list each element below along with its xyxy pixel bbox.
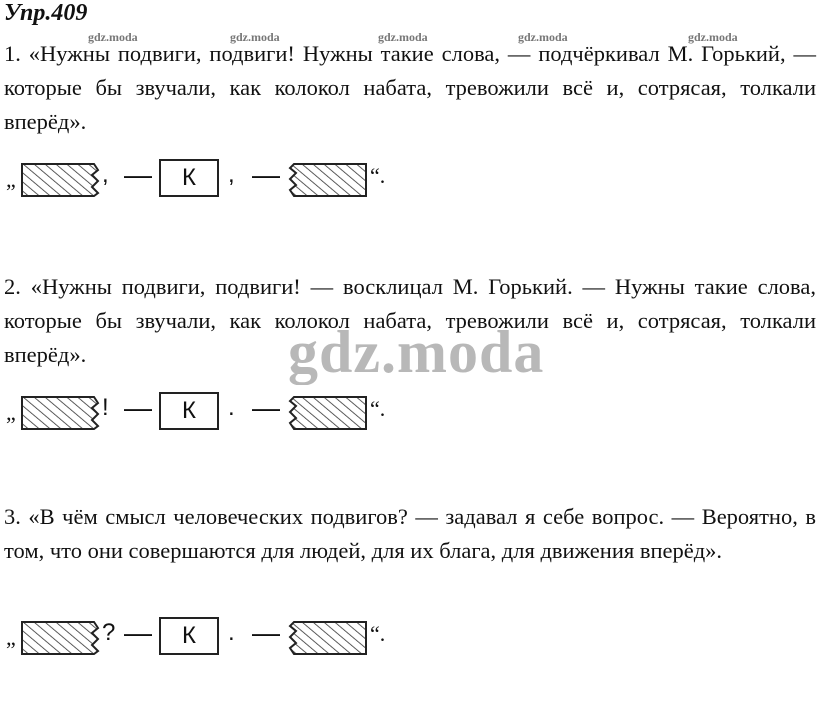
watermark-large: gdz.moda [288,319,545,385]
dash: — [252,392,280,423]
hatched-box-quote [20,162,100,198]
scheme-3 [6,615,386,661]
quote-close: “. [370,163,386,188]
dash: — [124,392,152,423]
sentence-2: 2. «Нужны подвиги, подвиги! — восклицал М. Горький. — Нужны такие слова, которые бы звучали, как колокол набата, тревожили всё и, сотрясая, толкали вперёд». [4,274,816,367]
author-words-letter: К [182,164,196,191]
watermark-small: gdz.moda [88,30,138,44]
watermark-small: gdz.moda [688,30,738,44]
watermark-small: gdz.moda [378,30,428,44]
dash: — [252,617,280,648]
sentence-3: 3. «В чём смысл человеческих подвигов? — задавал я себе вопрос. — Вероятно, в том, что они совершаются для людей, для их блага, для движения вперёд». [4,504,816,563]
quote-close: “. [370,621,386,646]
dash: — [124,159,152,190]
author-words-box [159,159,219,197]
watermark-small: gdz.moda [518,30,568,44]
punctuation-mark: ! [102,394,109,421]
dash: — [252,159,280,190]
hatched-box-quote [288,162,368,198]
punctuation-mark: . [228,619,235,646]
sentence-1: 1. «Нужны подвиги, подвиги! Нужны такие слова, — подчёркивал М. Горький, — которые бы звучали, как колокол набата, тревожили всё и, сотрясая, толкали вперёд». [4,41,816,134]
author-words-box [159,392,219,430]
hatched-box-quote [288,395,368,431]
watermark-small: gdz.moda [230,30,280,44]
quote-open: „ [6,167,16,192]
quote-close: “. [370,396,386,421]
author-words-box [159,617,219,655]
quote-open: „ [6,400,16,425]
author-words-letter: К [182,622,196,649]
punctuation-mark: , [102,161,109,188]
hatched-box-quote [20,395,100,431]
punctuation-mark: , [228,161,235,188]
dash: — [124,617,152,648]
hatched-box-quote [20,620,100,656]
quote-open: „ [6,625,16,650]
scheme-2 [6,390,386,436]
author-words-letter: К [182,397,196,424]
hatched-box-quote [288,620,368,656]
scheme-1 [6,157,386,203]
punctuation-mark: ? [102,619,116,646]
exercise-title: Упр.409 [4,0,88,26]
punctuation-mark: . [228,394,235,421]
